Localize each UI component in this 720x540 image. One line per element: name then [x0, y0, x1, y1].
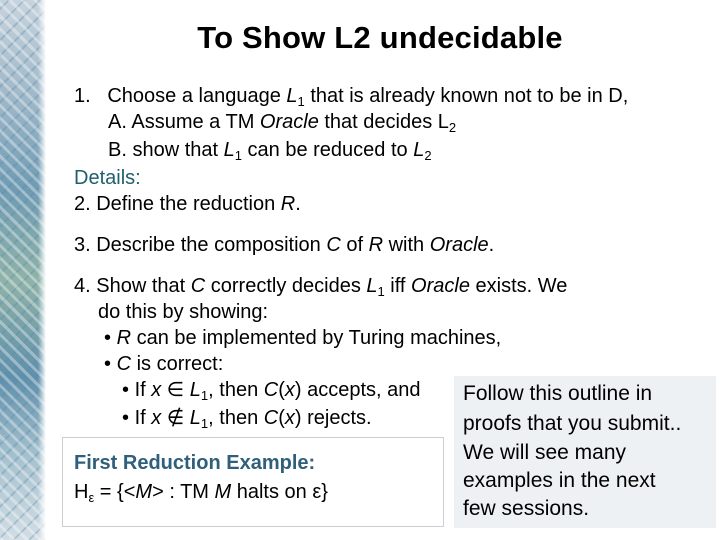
- example-var-m: M: [135, 481, 153, 503]
- step-4-var-l: L: [366, 275, 378, 297]
- sub-bullet-1-var-c: C: [263, 379, 279, 401]
- details-label: Details:: [74, 167, 141, 189]
- step-4-text-c: iff: [384, 275, 412, 297]
- not-element-of-symbol: ∉: [161, 407, 190, 429]
- sub-bullet-2-var-x: x: [151, 407, 162, 429]
- step-1a-text-b: that decides L: [318, 111, 449, 133]
- sub-bullet-1-text-b: , then: [208, 379, 264, 401]
- bullet-dot: •: [104, 353, 112, 375]
- step-3-var-r: R: [368, 234, 384, 256]
- step-4: [74, 274, 567, 298]
- callout-line-3: We will see many: [463, 441, 626, 464]
- step-4-text-d: exists. We: [469, 275, 568, 297]
- step-2-var-r: R: [280, 193, 296, 215]
- sub-bullet-1-sub: 1: [200, 388, 209, 403]
- step-3-text-a: 3. Describe the composition: [74, 234, 327, 256]
- sub-bullet-2-text-c: (: [278, 407, 285, 429]
- sub-bullet-2-text-d: ) rejects.: [294, 407, 372, 429]
- sub-bullet-1-var-l: L: [189, 379, 201, 401]
- bullet-correct: [104, 352, 223, 376]
- step-3-var-c: C: [326, 234, 341, 256]
- bullet-2-var-c: C: [116, 353, 132, 375]
- step-4-line-2: do this by showing:: [98, 301, 269, 323]
- sub-bullet-2-var-l: L: [189, 407, 201, 429]
- step-1b-var-l2: L: [413, 139, 425, 161]
- step-4-oracle: Oracle: [411, 275, 470, 297]
- sub-bullet-1-text-a: If: [129, 379, 152, 401]
- step-3: [74, 233, 494, 257]
- sub-bullet-2-sub: 1: [200, 416, 209, 431]
- step-4-text-a: 4. Show that: [74, 275, 191, 297]
- step-4-var-c: C: [190, 275, 206, 297]
- decorative-side-strip: [0, 0, 46, 540]
- callout-line-1: Follow this outline in: [463, 382, 653, 405]
- slide-title: To Show L2 undecidable: [197, 20, 563, 55]
- step-1-text-a: Choose a language: [107, 85, 287, 107]
- step-2-text-b: .: [295, 193, 301, 215]
- example-title: First Reduction Example:: [74, 452, 316, 474]
- example-epsilon: ε: [312, 481, 322, 503]
- sub-bullet-2-var-x2: x: [284, 407, 295, 429]
- sub-bullet-2-var-c: C: [263, 407, 279, 429]
- step-1a: [108, 110, 456, 134]
- element-of-symbol: ∈: [161, 379, 190, 401]
- step-1b-var-l: L: [223, 139, 235, 161]
- step-2-text-a: 2. Define the reduction: [74, 193, 281, 215]
- example-var-m2: M: [214, 481, 232, 503]
- step-1-sub: 1: [297, 94, 305, 109]
- example-h-sub: ε: [88, 490, 95, 505]
- step-1-text-b: that is already known not to be in D,: [304, 85, 629, 107]
- step-1a-oracle: Oracle: [259, 111, 319, 133]
- callout-line-2: proofs that you submit..: [463, 412, 682, 435]
- example-text-d: }: [321, 481, 328, 503]
- sub-bullet-1-text-c: (: [278, 379, 285, 401]
- bullet-2-text: is correct:: [131, 353, 224, 375]
- bullet-1-text: can be implemented by Turing machines,: [131, 327, 502, 349]
- callout-line-4: examples in the next: [463, 469, 656, 492]
- example-text-b: > : TM: [152, 481, 215, 503]
- sub-bullet-2-text-a: If: [129, 407, 152, 429]
- step-1b-text-b: can be reduced to: [241, 139, 414, 161]
- sub-bullet-dot: •: [122, 407, 130, 429]
- sub-bullet-1-text-d: ) accepts, and: [294, 379, 421, 401]
- sub-bullet-2-text-b: , then: [208, 407, 264, 429]
- step-1a-prefix: A. Assume a TM: [108, 111, 260, 133]
- step-1a-sub: 2: [448, 120, 457, 135]
- example-text-a: = {<: [94, 481, 136, 503]
- step-1b-sub-2: 2: [424, 148, 432, 163]
- step-1: [74, 84, 628, 108]
- sub-bullet-rejects: [122, 406, 372, 430]
- step-3-text-b: of: [340, 234, 369, 256]
- step-4-text-b: correctly decides: [205, 275, 367, 297]
- sub-bullet-dot: •: [122, 379, 130, 401]
- step-3-oracle: Oracle: [429, 234, 489, 256]
- step-3-text-c: with: [383, 234, 430, 256]
- bullet-implementable: [104, 326, 501, 350]
- step-1b-sub-1: 1: [234, 148, 242, 163]
- example-definition: [74, 480, 328, 504]
- bullet-1-var-r: R: [116, 327, 132, 349]
- bullet-dot: •: [104, 327, 112, 349]
- step-3-text-d: .: [488, 234, 495, 256]
- sub-bullet-1-var-x2: x: [284, 379, 295, 401]
- step-1-number: 1.: [74, 85, 91, 107]
- step-1b: [108, 138, 432, 162]
- sub-bullet-1-var-x: x: [151, 379, 162, 401]
- sub-bullet-accepts: [122, 378, 421, 402]
- callout-line-5: few sessions.: [463, 497, 590, 520]
- example-h: H: [74, 481, 89, 503]
- step-2: [74, 192, 301, 216]
- step-1-var-l: L: [286, 85, 298, 107]
- step-1b-prefix: B. show that: [108, 139, 224, 161]
- example-text-c: halts on: [231, 481, 313, 503]
- step-4-sub: 1: [377, 284, 385, 299]
